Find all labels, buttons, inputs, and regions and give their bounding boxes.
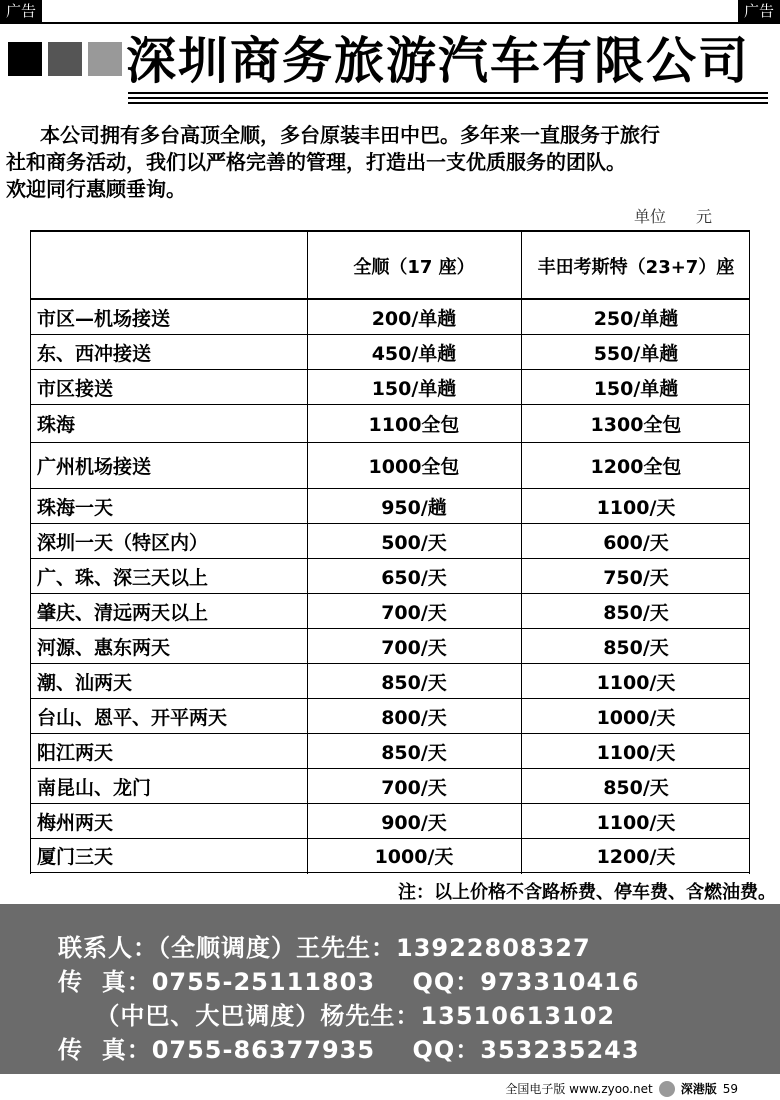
intro-line-2: 社和商务活动，我们以严格完善的管理，打造出一支优质服务的团队。 [6,150,626,174]
route-cell: 厦门三天 [37,846,114,868]
coaster-price-cell: 750/天 [603,566,669,589]
route-cell: 阳江两天 [37,741,114,764]
route-cell: 潮、汕两天 [37,671,133,694]
intro-line-1: 本公司拥有多台高顶全顺，多台原装丰田中巴。多年来一直服务于旅行 [40,123,660,147]
coaster-price-cell: 1100/天 [596,671,676,694]
route-cell: 河源、惠东两天 [37,636,171,659]
table-row [31,769,749,804]
page-footer [505,1080,738,1097]
ad-tag-left: 广告 [0,0,42,22]
contact-line-1: 联系人：（全顺调度）王先生：13922808327 [58,934,591,962]
square-dark-gray [48,42,82,76]
coaster-price-cell: 150/单趟 [593,377,679,400]
table-row [31,443,749,489]
contact-line-2: 传 真：0755-25111803 QQ：973310416 [58,968,640,996]
price-note: 注：以上价格不含路桥费、停车费、含燃油费。 [398,882,776,903]
quanshun-price-cell: 150/单趟 [371,377,457,400]
route-cell: 深圳一天（特区内） [37,531,209,554]
route-cell: 台山、恩平、开平两天 [37,706,228,729]
coaster-price-cell: 850/天 [603,636,669,659]
table-row [31,524,749,559]
page-number: 59 [722,1081,738,1096]
unit-value: 元 [696,207,713,226]
unit-text: 单位 [634,207,667,226]
quanshun-price-cell: 1000/天 [374,846,454,868]
ad-tag-right: 广告 [738,0,780,22]
route-cell: 东、西冲接送 [37,342,152,365]
coaster-price-cell: 1300全包 [590,414,682,436]
table-row [31,370,749,405]
table-header [31,232,749,300]
price-table [30,230,750,874]
table-row [31,664,749,699]
route-cell: 广州机场接送 [37,456,152,478]
coaster-price-cell: 1100/天 [596,741,676,764]
table-row [31,629,749,664]
header-coaster: 丰田考斯特（23+7）座 [537,257,735,278]
intro-paragraph [6,122,776,203]
quanshun-price-cell: 850/天 [381,741,447,764]
quanshun-price-cell: 700/天 [381,636,447,659]
square-black [8,42,42,76]
contact-line-4: 传 真：0755-86377935 QQ：353235243 [58,1036,640,1064]
square-light-gray [88,42,122,76]
coaster-price-cell: 1000/天 [596,706,676,729]
top-rule [0,22,780,24]
route-cell: 广、珠、深三天以上 [37,566,209,589]
quanshun-price-cell: 700/天 [381,776,447,799]
quanshun-price-cell: 1100全包 [368,414,460,436]
route-cell: 市区接送 [37,377,114,400]
route-cell: 梅州两天 [37,811,114,834]
table-row [31,839,749,873]
coaster-price-cell: 1200全包 [590,456,682,478]
title-squares [8,42,122,76]
route-cell: 肇庆、清远两天以上 [37,601,209,624]
coaster-price-cell: 1200/天 [596,846,676,868]
footer-logo-icon [659,1081,675,1097]
table-row [31,699,749,734]
quanshun-price-cell: 850/天 [381,671,447,694]
coaster-price-cell: 600/天 [603,531,669,554]
table-row [31,559,749,594]
company-name: 深圳商务旅游汽车有限公司 [126,31,750,90]
table-row [31,804,749,839]
footer-edition: 全国电子版 www.zyoo.net [505,1082,653,1096]
route-cell: 珠海一天 [37,496,114,519]
header-route [31,232,307,300]
unit-label [634,204,712,227]
route-cell: 珠海 [37,414,76,436]
quanshun-price-cell: 450/单趟 [371,342,457,365]
quanshun-price-cell: 1000全包 [368,456,460,478]
table-row [31,300,749,335]
quanshun-price-cell: 200/单趟 [371,307,457,330]
table-row [31,335,749,370]
table-row [31,734,749,769]
contact-line-3: （中巴、大巴调度）杨先生：13510613102 [58,1002,616,1030]
coaster-price-cell: 850/天 [603,776,669,799]
header-quanshun: 全顺（17 座） [353,257,475,278]
title-underline [128,92,768,107]
quanshun-price-cell: 650/天 [381,566,447,589]
quanshun-price-cell: 900/天 [381,811,447,834]
quanshun-price-cell: 800/天 [381,706,447,729]
table-row [31,594,749,629]
intro-line-3: 欢迎同行惠顾垂询。 [6,177,186,201]
contact-box [0,904,780,1074]
route-cell: 南昆山、龙门 [37,776,152,799]
coaster-price-cell: 1100/天 [596,496,676,519]
route-cell: 市区—机场接送 [37,307,171,330]
coaster-price-cell: 250/单趟 [593,307,679,330]
quanshun-price-cell: 500/天 [381,531,447,554]
coaster-price-cell: 850/天 [603,601,669,624]
table-row [31,405,749,443]
quanshun-price-cell: 950/趟 [381,496,447,519]
footer-section: 深港版 [680,1082,717,1096]
table-row [31,489,749,524]
coaster-price-cell: 1100/天 [596,811,676,834]
coaster-price-cell: 550/单趟 [593,342,679,365]
quanshun-price-cell: 700/天 [381,601,447,624]
